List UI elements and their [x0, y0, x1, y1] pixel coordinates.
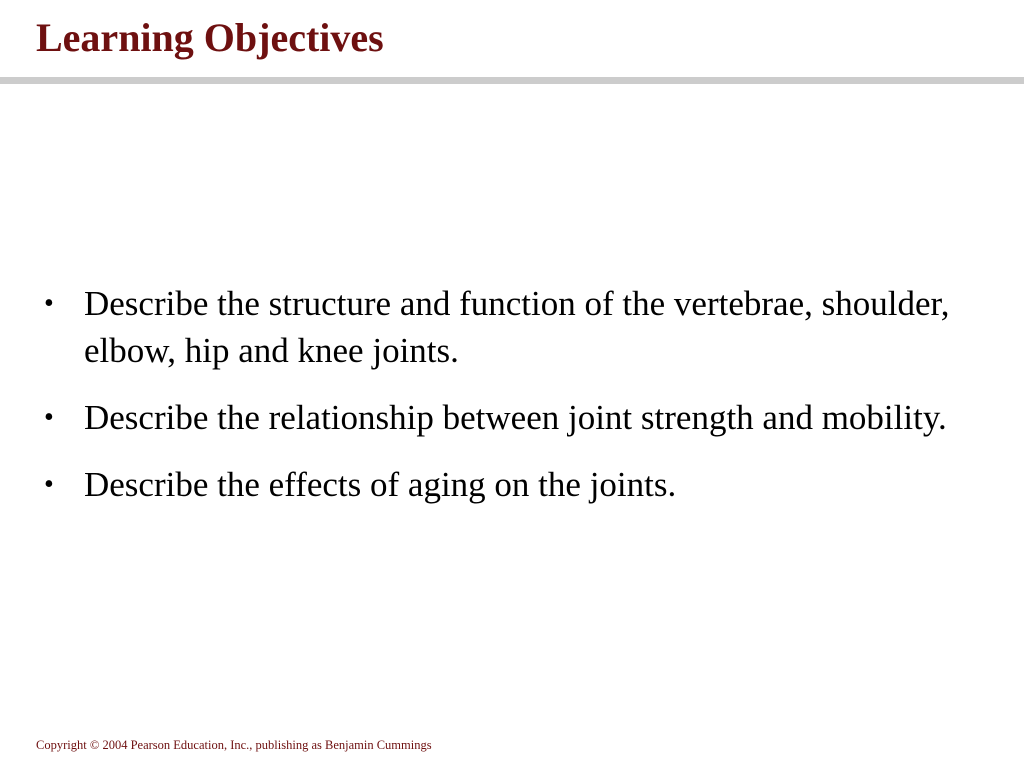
- objective-item: [40, 461, 1000, 508]
- bullet-icon: •: [44, 469, 54, 500]
- objective-item: [40, 394, 1000, 441]
- bullet-icon: •: [44, 288, 54, 319]
- bullet-icon: •: [44, 402, 54, 433]
- objective-item: [40, 280, 1000, 374]
- slide-title: Learning Objectives: [36, 15, 384, 60]
- objectives-list: [40, 280, 1000, 528]
- copyright-notice: Copyright © 2004 Pearson Education, Inc., publishing as Benjamin Cummings: [36, 738, 432, 752]
- objective-text: Describe the structure and function of the vertebrae, shoulder, elbow, hip and knee joints.: [84, 284, 950, 370]
- objective-text: Describe the relationship between joint strength and mobility.: [84, 398, 947, 437]
- objective-text: Describe the effects of aging on the joints.: [84, 465, 677, 504]
- title-divider: [0, 77, 1024, 84]
